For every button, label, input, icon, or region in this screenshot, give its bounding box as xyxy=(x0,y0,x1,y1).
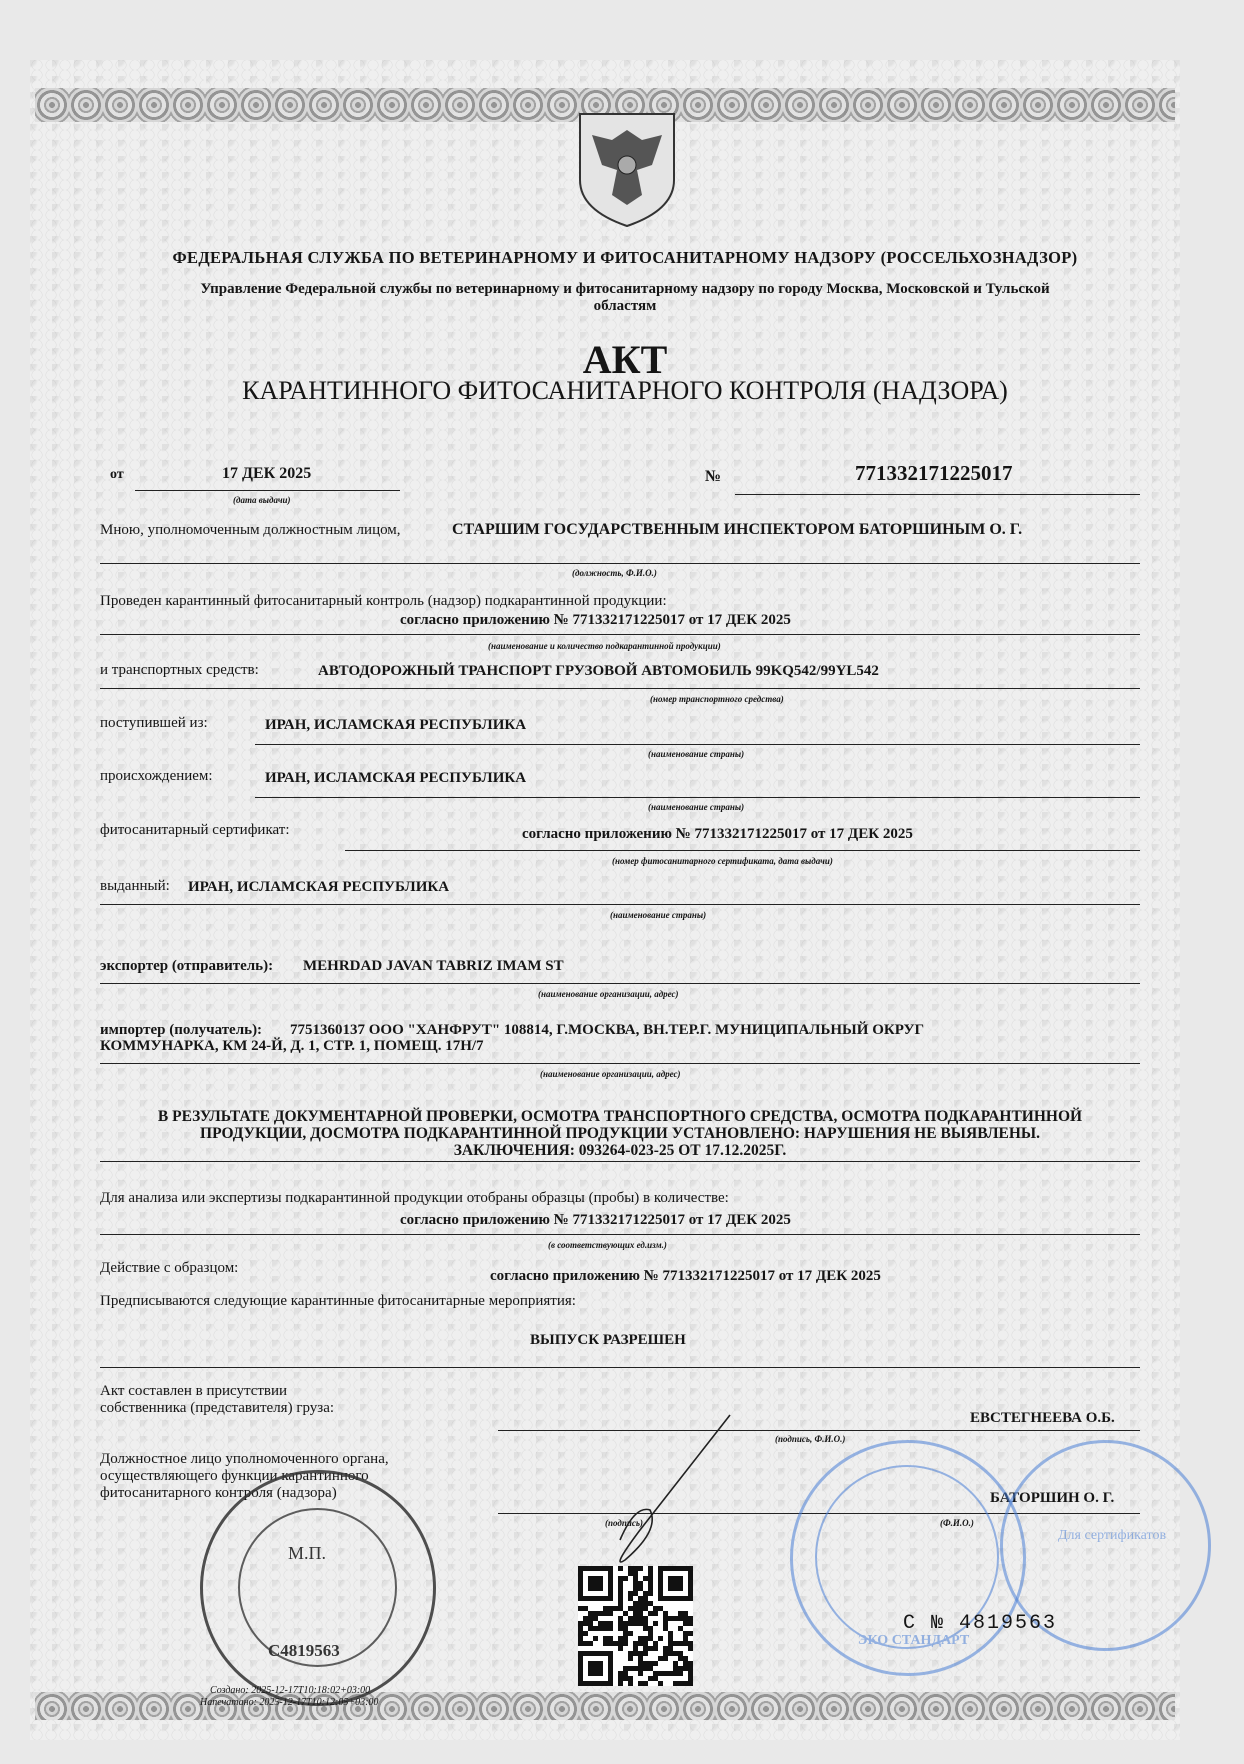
qr-module xyxy=(683,1616,688,1621)
qr-module xyxy=(633,1601,638,1606)
qr-module xyxy=(673,1616,678,1621)
document-subtitle: КАРАНТИННОГО ФИТОСАНИТАРНОГО КОНТРОЛЯ (НАДЗОРА) xyxy=(242,376,1008,405)
divider xyxy=(100,1234,1140,1235)
qr-module xyxy=(598,1626,603,1631)
result-text: В РЕЗУЛЬТАТЕ ДОКУМЕНТАРНОЙ ПРОВЕРКИ, ОСМОТРА ТРАНСПОРТНОГО СРЕДСТВА, ОСМОТРА ПОДКАРАНТИННОЙ xyxy=(157,1108,1083,1125)
qr-module xyxy=(673,1666,678,1671)
qr-module xyxy=(643,1591,648,1596)
qr-module xyxy=(623,1621,628,1626)
qr-module xyxy=(623,1641,628,1646)
qr-module xyxy=(648,1576,653,1581)
qr-module xyxy=(688,1661,693,1666)
qr-module xyxy=(618,1566,623,1571)
qr-module xyxy=(638,1601,643,1606)
transport-hint: (номер транспортного средства) xyxy=(650,694,784,704)
qr-module xyxy=(618,1601,623,1606)
qr-module xyxy=(623,1631,628,1636)
divider xyxy=(135,490,400,491)
qr-module xyxy=(618,1671,623,1676)
qr-module xyxy=(623,1636,628,1641)
qr-module xyxy=(673,1651,678,1656)
qr-module xyxy=(688,1621,693,1626)
from-label: от xyxy=(110,467,124,482)
qr-module xyxy=(648,1676,653,1681)
qr-module xyxy=(668,1631,673,1636)
qr-module xyxy=(668,1636,673,1641)
sample-action-value: согласно приложению № 771332171225017 от 17 ДЕК 2025 xyxy=(490,1268,881,1284)
created-timestamp: Создано: 2025-12-17T10:18:02+03:00 xyxy=(210,1685,371,1696)
qr-module xyxy=(608,1621,613,1626)
result-text-cont: ПРОДУКЦИИ, ДОСМОТРА ПОДКАРАНТИННОЙ ПРОДУКЦИИ УСТАНОВЛЕНО: НАРУШЕНИЯ НЕ ВЫЯВЛЕНЫ. xyxy=(200,1125,1040,1142)
divider xyxy=(345,850,1140,851)
qr-module xyxy=(688,1616,693,1621)
qr-module xyxy=(628,1681,633,1686)
qr-module xyxy=(663,1621,668,1626)
qr-module xyxy=(593,1611,598,1616)
qr-module xyxy=(663,1656,668,1661)
qr-module xyxy=(638,1606,643,1611)
sample-action-label: Действие с образцом: xyxy=(100,1260,239,1276)
qr-module xyxy=(618,1606,623,1611)
qr-module xyxy=(648,1601,653,1606)
qr-module xyxy=(638,1671,643,1676)
qr-module xyxy=(653,1646,658,1651)
qr-module xyxy=(643,1666,648,1671)
qr-module xyxy=(638,1656,643,1661)
qr-module xyxy=(643,1576,648,1581)
divider xyxy=(100,688,1140,689)
qr-module xyxy=(683,1631,688,1636)
qr-module xyxy=(643,1681,648,1686)
qr-module xyxy=(653,1641,658,1646)
samples-value: согласно приложению № 771332171225017 от 17 ДЕК 2025 xyxy=(400,1212,791,1228)
qr-module xyxy=(598,1621,603,1626)
qr-module xyxy=(633,1581,638,1586)
qr-module xyxy=(648,1646,653,1651)
products-value: согласно приложению № 771332171225017 от 17 ДЕК 2025 xyxy=(400,612,791,628)
divider xyxy=(255,744,1140,745)
importer-hint: (наименование организации, адрес) xyxy=(540,1069,681,1079)
official-label-cont2: фитосанитарного контроля (надзора) xyxy=(100,1485,337,1501)
printed-timestamp: Напечатано: 2025-12-17T10:12:05+03:00 xyxy=(200,1697,379,1708)
qr-finder xyxy=(668,1576,683,1591)
qr-module xyxy=(683,1666,688,1671)
issued-value: ИРАН, ИСЛАМСКАЯ РЕСПУБЛИКА xyxy=(188,879,450,895)
qr-module xyxy=(678,1651,683,1656)
qr-module xyxy=(643,1621,648,1626)
qr-module xyxy=(653,1671,658,1676)
divider xyxy=(735,494,1140,495)
qr-module xyxy=(638,1681,643,1686)
qr-module xyxy=(623,1676,628,1681)
qr-module xyxy=(678,1671,683,1676)
qr-module xyxy=(618,1591,623,1596)
qr-module xyxy=(638,1661,643,1666)
qr-module xyxy=(603,1606,608,1611)
qr-module xyxy=(643,1641,648,1646)
qr-module xyxy=(618,1621,623,1626)
qr-module xyxy=(678,1666,683,1671)
cert-stamp-text: Для сертификатов xyxy=(1058,1528,1167,1543)
qr-module xyxy=(653,1611,658,1616)
qr-module xyxy=(663,1616,668,1621)
products-label: Проведен карантинный фитосанитарный контроль (надзор) подкарантинной продукции: xyxy=(100,593,667,609)
qr-module xyxy=(608,1626,613,1631)
inspector-name: СТАРШИМ ГОСУДАРСТВЕННЫМ ИНСПЕКТОРОМ БАТОРШИНЫМ О. Г. xyxy=(452,521,1023,538)
qr-module xyxy=(683,1621,688,1626)
inspector-label: Мною, уполномоченным должностным лицом, xyxy=(100,522,401,538)
qr-module xyxy=(683,1641,688,1646)
qr-module xyxy=(638,1611,643,1616)
eco-standard-stamp xyxy=(790,1440,1026,1676)
qr-module xyxy=(678,1681,683,1686)
qr-module xyxy=(623,1626,628,1631)
owner-hint: (подпись, Ф.И.О.) xyxy=(775,1434,846,1444)
exporter-value: MEHRDAD JAVAN TABRIZ IMAM ST xyxy=(303,958,564,974)
qr-module xyxy=(613,1606,618,1611)
qr-module xyxy=(628,1566,633,1571)
divider xyxy=(100,983,1140,984)
qr-module xyxy=(648,1581,653,1586)
inspector-hint: (должность, Ф.И.О.) xyxy=(572,568,657,578)
exporter-hint: (наименование организации, адрес) xyxy=(538,989,679,999)
qr-module xyxy=(683,1636,688,1641)
qr-module xyxy=(593,1636,598,1641)
divider xyxy=(100,634,1140,635)
qr-module xyxy=(608,1641,613,1646)
qr-module xyxy=(628,1656,633,1661)
qr-module xyxy=(668,1671,673,1676)
signature xyxy=(580,1410,740,1580)
date-hint: (дата выдачи) xyxy=(233,495,291,505)
issue-date: 17 ДЕК 2025 xyxy=(222,465,312,482)
qr-module xyxy=(618,1626,623,1631)
qr-module xyxy=(643,1636,648,1641)
issued-label: выданный: xyxy=(100,878,170,894)
qr-module xyxy=(653,1621,658,1626)
qr-module xyxy=(633,1591,638,1596)
official-round-stamp xyxy=(200,1470,436,1706)
qr-module xyxy=(618,1586,623,1591)
qr-module xyxy=(648,1661,653,1666)
qr-module xyxy=(618,1681,623,1686)
qr-module xyxy=(643,1606,648,1611)
arrived-from-value: ИРАН, ИСЛАМСКАЯ РЕСПУБЛИКА xyxy=(265,717,527,733)
qr-module xyxy=(623,1671,628,1676)
qr-module xyxy=(688,1631,693,1636)
qr-module xyxy=(638,1636,643,1641)
qr-module xyxy=(648,1626,653,1631)
origin-hint: (наименование страны) xyxy=(648,802,745,812)
qr-module xyxy=(653,1676,658,1681)
qr-module xyxy=(688,1641,693,1646)
department-name-cont: областям xyxy=(593,298,657,314)
qr-module xyxy=(673,1671,678,1676)
qr-module xyxy=(633,1616,638,1621)
qr-module xyxy=(688,1676,693,1681)
origin-value: ИРАН, ИСЛАМСКАЯ РЕСПУБЛИКА xyxy=(265,770,527,786)
qr-module xyxy=(633,1621,638,1626)
qr-module xyxy=(633,1646,638,1651)
qr-module xyxy=(683,1681,688,1686)
measures-value: ВЫПУСК РАЗРЕШЕН xyxy=(530,1332,686,1348)
qr-module xyxy=(643,1661,648,1666)
qr-module xyxy=(683,1656,688,1661)
qr-code xyxy=(578,1566,693,1686)
qr-module xyxy=(638,1666,643,1671)
qr-module xyxy=(678,1641,683,1646)
qr-module xyxy=(628,1631,633,1636)
divider xyxy=(100,563,1140,564)
qr-module xyxy=(638,1621,643,1626)
qr-module xyxy=(628,1591,633,1596)
qr-module xyxy=(648,1571,653,1576)
stamp-serial: C4819563 xyxy=(268,1641,340,1660)
qr-module xyxy=(588,1611,593,1616)
qr-module xyxy=(588,1616,593,1621)
conclusion-text: ЗАКЛЮЧЕНИЯ: 093264-023-25 ОТ 17.12.2025Г. xyxy=(453,1142,787,1159)
qr-module xyxy=(688,1666,693,1671)
qr-module xyxy=(583,1616,588,1621)
qr-module xyxy=(668,1616,673,1621)
qr-module xyxy=(663,1671,668,1676)
qr-module xyxy=(608,1611,613,1616)
name-hint: (Ф.И.О.) xyxy=(940,1518,974,1528)
transport-label: и транспортных средств: xyxy=(100,662,259,678)
qr-module xyxy=(678,1656,683,1661)
qr-module xyxy=(643,1646,648,1651)
divider xyxy=(100,1063,1140,1064)
qr-module xyxy=(618,1641,623,1646)
divider xyxy=(100,1367,1140,1368)
document-title: АКТ xyxy=(582,337,668,382)
eco-stamp-text: ЭКО СТАНДАРТ xyxy=(858,1633,970,1648)
qr-module xyxy=(623,1666,628,1671)
number-label: № xyxy=(705,468,722,485)
qr-module xyxy=(598,1611,603,1616)
qr-module xyxy=(643,1626,648,1631)
qr-module xyxy=(593,1616,598,1621)
qr-module xyxy=(663,1651,668,1656)
issued-hint: (наименование страны) xyxy=(610,910,707,920)
qr-module xyxy=(648,1666,653,1671)
qr-module xyxy=(613,1641,618,1646)
qr-module xyxy=(668,1651,673,1656)
qr-module xyxy=(618,1636,623,1641)
qr-module xyxy=(688,1646,693,1651)
qr-module xyxy=(633,1641,638,1646)
divider xyxy=(100,1161,1140,1162)
arrived-from-hint: (наименование страны) xyxy=(648,749,745,759)
owner-label-cont: собственника (представителя) груза: xyxy=(100,1400,335,1416)
official-label-cont: осуществляющего функции карантинного xyxy=(100,1468,369,1484)
qr-module xyxy=(648,1566,653,1571)
act-number: 771332171225017 xyxy=(855,461,1013,485)
qr-module xyxy=(583,1641,588,1646)
importer-value-cont: КОММУНАРКА, КМ 24-Й, Д. 1, СТР. 1, ПОМЕЩ. 17Н/7 xyxy=(100,1038,484,1054)
qr-module xyxy=(643,1601,648,1606)
qr-module xyxy=(583,1621,588,1626)
divider xyxy=(255,797,1140,798)
qr-module xyxy=(618,1596,623,1601)
qr-module xyxy=(578,1631,583,1636)
qr-module xyxy=(588,1621,593,1626)
sign-hint: (подпись) xyxy=(605,1518,643,1528)
qr-module xyxy=(583,1631,588,1636)
qr-module xyxy=(628,1676,633,1681)
qr-module xyxy=(633,1611,638,1616)
qr-module xyxy=(638,1586,643,1591)
qr-module xyxy=(663,1611,668,1616)
qr-module xyxy=(643,1616,648,1621)
qr-module xyxy=(653,1606,658,1611)
qr-module xyxy=(638,1596,643,1601)
qr-module xyxy=(673,1641,678,1646)
qr-module xyxy=(683,1661,688,1666)
qr-module xyxy=(643,1651,648,1656)
qr-module xyxy=(588,1626,593,1631)
qr-module xyxy=(623,1576,628,1581)
qr-module xyxy=(683,1611,688,1616)
qr-module xyxy=(633,1566,638,1571)
qr-module xyxy=(618,1646,623,1651)
qr-module xyxy=(663,1626,668,1631)
qr-module xyxy=(623,1611,628,1616)
qr-module xyxy=(603,1641,608,1646)
agency-name: ФЕДЕРАЛЬНАЯ СЛУЖБА ПО ВЕТЕРИНАРНОМУ И ФИТОСАНИТАРНОМУ НАДЗОРУ (РОССЕЛЬХОЗНАДЗОР) xyxy=(172,248,1078,267)
qr-module xyxy=(603,1636,608,1641)
qr-module xyxy=(668,1646,673,1651)
qr-module xyxy=(628,1666,633,1671)
qr-module xyxy=(618,1616,623,1621)
qr-module xyxy=(668,1641,673,1646)
qr-module xyxy=(678,1626,683,1631)
exporter-label: экспортер (отправитель): xyxy=(100,958,274,974)
qr-module xyxy=(638,1641,643,1646)
qr-module xyxy=(658,1681,663,1686)
qr-module xyxy=(658,1656,663,1661)
qr-module xyxy=(583,1606,588,1611)
samples-label: Для анализа или экспертизы подкарантинной продукции отобраны образцы (пробы) в количестве: xyxy=(100,1190,729,1206)
stamp-mp: М.П. xyxy=(288,1543,327,1563)
qr-module xyxy=(648,1631,653,1636)
samples-hint: (в соответствующих ед.изм.) xyxy=(548,1240,667,1250)
qr-module xyxy=(603,1621,608,1626)
qr-module xyxy=(618,1581,623,1586)
qr-module xyxy=(678,1611,683,1616)
qr-module xyxy=(628,1606,633,1611)
transport-value: АВТОДОРОЖНЫЙ ТРАНСПОРТ ГРУЗОВОЙ АВТОМОБИЛЬ 99KQ542/99YL542 xyxy=(318,663,879,679)
qr-module xyxy=(653,1661,658,1666)
importer-label: импортер (получатель): xyxy=(100,1022,263,1038)
qr-module xyxy=(633,1586,638,1591)
qr-module xyxy=(618,1576,623,1581)
department-name: Управление Федеральной службы по ветеринарному и фитосанитарному надзору по городу Москва, Московской и Тульской xyxy=(200,281,1050,297)
coat-of-arms-emblem xyxy=(572,110,682,230)
certificate-label: фитосанитарный сертификат: xyxy=(100,822,290,838)
qr-module xyxy=(633,1651,638,1656)
qr-module xyxy=(578,1641,583,1646)
qr-finder xyxy=(588,1661,603,1676)
qr-module xyxy=(628,1596,633,1601)
qr-module xyxy=(618,1676,623,1681)
qr-module xyxy=(633,1606,638,1611)
qr-module xyxy=(603,1611,608,1616)
qr-module xyxy=(633,1571,638,1576)
qr-module xyxy=(633,1576,638,1581)
blank-serial-number: С № 4819563 xyxy=(903,1612,1058,1635)
qr-module xyxy=(628,1571,633,1576)
arrived-from-label: поступившей из: xyxy=(100,715,208,731)
qr-module xyxy=(658,1606,663,1611)
certificate-value: согласно приложению № 771332171225017 от 17 ДЕК 2025 xyxy=(522,826,913,842)
qr-module xyxy=(578,1636,583,1641)
official-label: Должностное лицо уполномоченного органа, xyxy=(100,1451,389,1467)
owner-name: ЕВСТЕГНЕЕВА О.Б. xyxy=(970,1410,1115,1426)
qr-module xyxy=(638,1581,643,1586)
qr-module xyxy=(688,1671,693,1676)
origin-label: происхождением: xyxy=(100,768,213,784)
qr-module xyxy=(663,1646,668,1651)
qr-module xyxy=(628,1621,633,1626)
qr-module xyxy=(603,1626,608,1631)
products-hint: (наименование и количество подкарантинной продукции) xyxy=(488,641,721,651)
qr-module xyxy=(648,1611,653,1616)
qr-module xyxy=(678,1616,683,1621)
qr-module xyxy=(608,1606,613,1611)
qr-module xyxy=(578,1606,583,1611)
qr-module xyxy=(638,1651,643,1656)
qr-module xyxy=(633,1666,638,1671)
qr-module xyxy=(593,1626,598,1631)
qr-module xyxy=(638,1616,643,1621)
qr-module xyxy=(688,1681,693,1686)
qr-module xyxy=(588,1641,593,1646)
qr-module xyxy=(628,1651,633,1656)
qr-module xyxy=(643,1596,648,1601)
qr-finder xyxy=(588,1576,603,1591)
qr-module xyxy=(673,1661,678,1666)
qr-module xyxy=(628,1616,633,1621)
divider xyxy=(100,904,1140,905)
qr-module xyxy=(673,1681,678,1686)
qr-module xyxy=(578,1626,583,1631)
official-name: БАТОРШИН О. Г. xyxy=(990,1490,1115,1506)
measures-label: Предписываются следующие карантинные фитосанитарные мероприятия: xyxy=(100,1293,576,1309)
qr-module xyxy=(658,1671,663,1676)
qr-module xyxy=(638,1566,643,1571)
importer-value: 7751360137 ООО "ХАНФРУТ" 108814, Г.МОСКВА, ВН.ТЕР.Г. МУНИЦИПАЛЬНЫЙ ОКРУГ xyxy=(290,1022,925,1038)
owner-label: Акт составлен в присутствии xyxy=(100,1383,288,1399)
qr-module xyxy=(648,1591,653,1596)
qr-module xyxy=(648,1636,653,1641)
certificate-hint: (номер фитосанитарного сертификата, дата выдачи) xyxy=(612,856,833,866)
qr-module xyxy=(608,1636,613,1641)
qr-module xyxy=(578,1621,583,1626)
qr-module xyxy=(658,1636,663,1641)
qr-module xyxy=(648,1586,653,1591)
